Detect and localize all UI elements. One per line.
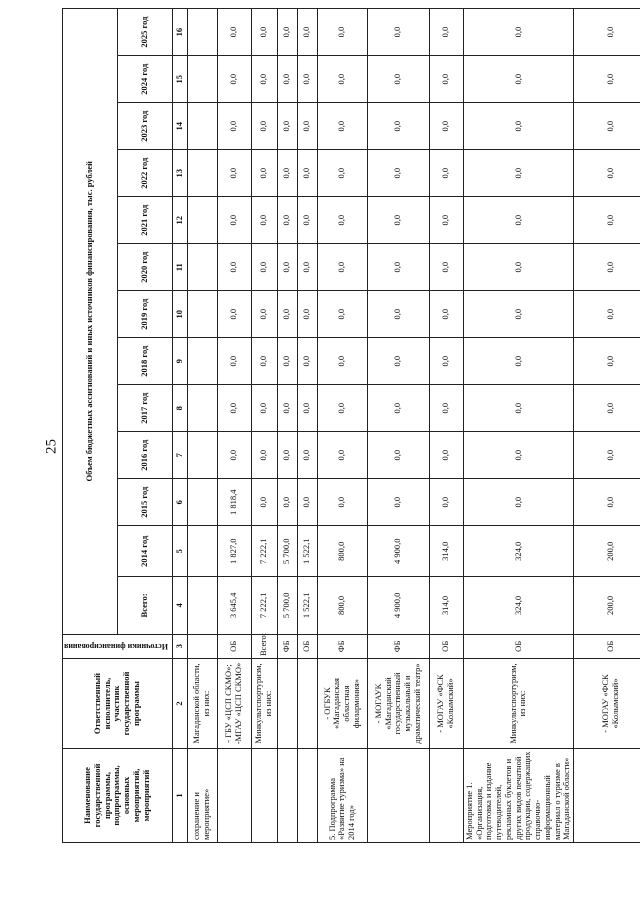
row-total-cell: 5 700,0 bbox=[277, 577, 297, 634]
row-value-cell: 0,0 bbox=[251, 432, 277, 479]
row-value-cell bbox=[187, 479, 217, 526]
row-value-cell: 0,0 bbox=[297, 103, 317, 150]
header-year: 2018 год bbox=[117, 338, 172, 385]
row-executor-cell: Минкультспортуризм, из них: bbox=[463, 659, 573, 749]
row-value-cell: 0,0 bbox=[317, 197, 367, 244]
row-value-cell: 324,0 bbox=[463, 526, 573, 577]
row-value-cell: 0,0 bbox=[463, 385, 573, 432]
table-row bbox=[574, 9, 640, 843]
row-value-cell: 7 222,1 bbox=[251, 526, 277, 577]
row-value-cell: 0,0 bbox=[251, 385, 277, 432]
row-value-cell: 0,0 bbox=[317, 244, 367, 291]
row-value-cell: 0,0 bbox=[217, 338, 251, 385]
row-value-cell: 0,0 bbox=[367, 9, 429, 56]
row-name-cell bbox=[297, 748, 317, 842]
row-value-cell: 0,0 bbox=[277, 56, 297, 103]
row-value-cell: 0,0 bbox=[574, 9, 640, 56]
row-value-cell: 0,0 bbox=[367, 338, 429, 385]
table-row bbox=[367, 9, 429, 843]
row-value-cell: 1 522,1 bbox=[297, 526, 317, 577]
row-executor-cell: - ГБУ «ЦСП СКМО»; -МГАУ «ЦСП СКМО» bbox=[217, 659, 251, 749]
row-value-cell bbox=[187, 244, 217, 291]
row-name-cell bbox=[574, 748, 640, 842]
header-year: 2021 год bbox=[117, 197, 172, 244]
row-value-cell: 0,0 bbox=[217, 432, 251, 479]
row-value-cell bbox=[187, 291, 217, 338]
row-total-cell: 800,0 bbox=[317, 577, 367, 634]
index-cell: 14 bbox=[172, 103, 187, 150]
header-budget-group: Объем бюджетных ассигнований и иных источников финансирования, тыс. рублей bbox=[63, 9, 118, 635]
index-cell: 9 bbox=[172, 338, 187, 385]
row-value-cell: 0,0 bbox=[463, 244, 573, 291]
row-value-cell: 0,0 bbox=[367, 479, 429, 526]
budget-table bbox=[62, 8, 640, 843]
row-value-cell: 0,0 bbox=[251, 150, 277, 197]
row-value-cell: 0,0 bbox=[574, 56, 640, 103]
row-value-cell: 0,0 bbox=[463, 291, 573, 338]
row-total-cell bbox=[187, 577, 217, 634]
row-value-cell: 0,0 bbox=[277, 244, 297, 291]
row-value-cell: 0,0 bbox=[317, 150, 367, 197]
row-executor-cell bbox=[297, 659, 317, 749]
table-row bbox=[317, 9, 367, 843]
row-value-cell: 0,0 bbox=[317, 9, 367, 56]
row-value-cell: 0,0 bbox=[429, 291, 463, 338]
index-cell: 10 bbox=[172, 291, 187, 338]
row-value-cell: 0,0 bbox=[297, 479, 317, 526]
row-value-cell: 0,0 bbox=[251, 103, 277, 150]
row-executor-cell: Минкультспортуризм, из них: bbox=[251, 659, 277, 749]
row-value-cell: 0,0 bbox=[317, 291, 367, 338]
row-value-cell: 0,0 bbox=[463, 103, 573, 150]
header-executor: Ответственный исполнитель, участник государственной программы bbox=[63, 659, 173, 749]
row-value-cell: 0,0 bbox=[217, 244, 251, 291]
row-value-cell: 0,0 bbox=[217, 103, 251, 150]
row-source-cell: ФБ bbox=[277, 634, 297, 659]
row-total-cell: 3 645,4 bbox=[217, 577, 251, 634]
row-value-cell: 0,0 bbox=[463, 9, 573, 56]
row-value-cell: 0,0 bbox=[367, 56, 429, 103]
index-cell: 11 bbox=[172, 244, 187, 291]
header-year: 2020 год bbox=[117, 244, 172, 291]
row-value-cell: 0,0 bbox=[277, 338, 297, 385]
row-value-cell: 0,0 bbox=[367, 197, 429, 244]
row-value-cell: 0,0 bbox=[574, 103, 640, 150]
row-value-cell: 0,0 bbox=[463, 338, 573, 385]
row-value-cell: 0,0 bbox=[217, 385, 251, 432]
table-body bbox=[187, 9, 640, 843]
row-executor-cell: - МОГАУ «ФСК «Колымский» bbox=[429, 659, 463, 749]
row-value-cell: 0,0 bbox=[251, 479, 277, 526]
row-value-cell: 0,0 bbox=[463, 56, 573, 103]
index-cell: 8 bbox=[172, 385, 187, 432]
row-value-cell: 0,0 bbox=[429, 432, 463, 479]
header-source-label: Источники финансирования bbox=[64, 641, 168, 651]
row-source-cell: ОБ bbox=[463, 634, 573, 659]
row-name-cell bbox=[429, 748, 463, 842]
row-value-cell: 0,0 bbox=[429, 9, 463, 56]
row-total-cell: 314,0 bbox=[429, 577, 463, 634]
row-value-cell: 1 827,0 bbox=[217, 526, 251, 577]
row-source-cell: ОБ bbox=[217, 634, 251, 659]
index-cell: 2 bbox=[172, 659, 187, 749]
row-value-cell: 0,0 bbox=[367, 432, 429, 479]
row-executor-cell bbox=[277, 659, 297, 749]
header-year: 2025 год bbox=[117, 9, 172, 56]
row-value-cell: 0,0 bbox=[429, 150, 463, 197]
row-value-cell: 0,0 bbox=[251, 9, 277, 56]
row-total-cell: 200,0 bbox=[574, 577, 640, 634]
row-value-cell: 0,0 bbox=[251, 244, 277, 291]
row-name-cell bbox=[277, 748, 297, 842]
row-source-cell: ОБ bbox=[297, 634, 317, 659]
index-cell: 16 bbox=[172, 9, 187, 56]
row-value-cell: 0,0 bbox=[277, 291, 297, 338]
row-value-cell: 0,0 bbox=[297, 9, 317, 56]
row-value-cell: 0,0 bbox=[317, 432, 367, 479]
row-value-cell: 800,0 bbox=[317, 526, 367, 577]
row-value-cell: 0,0 bbox=[463, 479, 573, 526]
row-name-cell bbox=[217, 748, 251, 842]
header-year: 2017 год bbox=[117, 385, 172, 432]
row-value-cell: 0,0 bbox=[574, 479, 640, 526]
row-value-cell: 0,0 bbox=[429, 103, 463, 150]
row-value-cell: 0,0 bbox=[574, 244, 640, 291]
header-year: 2023 год bbox=[117, 103, 172, 150]
table-row bbox=[297, 9, 317, 843]
row-value-cell: 0,0 bbox=[277, 150, 297, 197]
row-value-cell bbox=[187, 150, 217, 197]
header-year: 2015 год bbox=[117, 479, 172, 526]
row-value-cell: 0,0 bbox=[574, 432, 640, 479]
header-total: Всего: bbox=[117, 577, 172, 634]
row-value-cell: 0,0 bbox=[463, 150, 573, 197]
row-value-cell: 0,0 bbox=[277, 479, 297, 526]
row-value-cell: 0,0 bbox=[277, 432, 297, 479]
row-name-cell: сохранение и мероприятие» bbox=[187, 748, 217, 842]
row-value-cell: 0,0 bbox=[297, 150, 317, 197]
table-row bbox=[277, 9, 297, 843]
row-value-cell: 0,0 bbox=[277, 197, 297, 244]
row-value-cell bbox=[187, 197, 217, 244]
row-total-cell: 1 522,1 bbox=[297, 577, 317, 634]
rotated-table-wrapper bbox=[62, 8, 624, 898]
row-value-cell: 0,0 bbox=[297, 56, 317, 103]
row-value-cell: 4 900,0 bbox=[367, 526, 429, 577]
row-executor-cell: - ОГБУК «Магаданская областная филармония» bbox=[317, 659, 367, 749]
row-value-cell bbox=[187, 526, 217, 577]
row-value-cell: 0,0 bbox=[463, 197, 573, 244]
row-value-cell: 314,0 bbox=[429, 526, 463, 577]
row-value-cell: 0,0 bbox=[317, 103, 367, 150]
row-source-cell: ФБ bbox=[367, 634, 429, 659]
row-name-cell bbox=[367, 748, 429, 842]
row-value-cell: 0,0 bbox=[217, 197, 251, 244]
row-value-cell: 5 700,0 bbox=[277, 526, 297, 577]
row-source-cell: ОБ bbox=[429, 634, 463, 659]
row-value-cell: 0,0 bbox=[317, 56, 367, 103]
row-value-cell: 0,0 bbox=[251, 291, 277, 338]
row-value-cell: 0,0 bbox=[217, 9, 251, 56]
row-value-cell: 0,0 bbox=[217, 291, 251, 338]
row-value-cell: 0,0 bbox=[574, 338, 640, 385]
table-row bbox=[217, 9, 251, 843]
row-value-cell: 0,0 bbox=[429, 197, 463, 244]
row-value-cell: 0,0 bbox=[251, 197, 277, 244]
row-value-cell: 0,0 bbox=[429, 56, 463, 103]
row-value-cell bbox=[187, 9, 217, 56]
row-value-cell: 0,0 bbox=[367, 103, 429, 150]
row-value-cell: 0,0 bbox=[217, 150, 251, 197]
header-name: Наименование государственной программы, подпрограммы, основных мероприятий, мероприятий bbox=[63, 748, 173, 842]
header-year: 2019 год bbox=[117, 291, 172, 338]
table-row bbox=[187, 9, 217, 843]
row-total-cell: 7 222,1 bbox=[251, 577, 277, 634]
row-value-cell: 0,0 bbox=[367, 385, 429, 432]
header-year: 2014 год bbox=[117, 526, 172, 577]
header-year: 2022 год bbox=[117, 150, 172, 197]
row-value-cell: 0,0 bbox=[277, 9, 297, 56]
row-value-cell: 0,0 bbox=[463, 432, 573, 479]
row-value-cell: 0,0 bbox=[217, 56, 251, 103]
index-cell: 13 bbox=[172, 150, 187, 197]
row-source-cell: Всего: bbox=[251, 634, 277, 659]
row-value-cell: 0,0 bbox=[367, 291, 429, 338]
row-value-cell: 0,0 bbox=[317, 385, 367, 432]
index-cell: 4 bbox=[172, 577, 187, 634]
row-value-cell: 0,0 bbox=[367, 244, 429, 291]
row-value-cell: 0,0 bbox=[251, 338, 277, 385]
row-value-cell: 0,0 bbox=[574, 385, 640, 432]
row-value-cell: 0,0 bbox=[277, 103, 297, 150]
header-source bbox=[63, 634, 173, 659]
row-value-cell: 0,0 bbox=[297, 291, 317, 338]
index-cell: 5 bbox=[172, 526, 187, 577]
row-executor-cell: Магаданской области, из них: bbox=[187, 659, 217, 749]
row-executor-cell: - МОГАУК «Магаданский государственный музыкальный и драматический театр» bbox=[367, 659, 429, 749]
row-total-cell: 4 900,0 bbox=[367, 577, 429, 634]
row-value-cell bbox=[187, 103, 217, 150]
index-cell: 15 bbox=[172, 56, 187, 103]
index-cell: 3 bbox=[172, 634, 187, 659]
row-value-cell: 0,0 bbox=[429, 479, 463, 526]
table-row bbox=[429, 9, 463, 843]
header-year: 2024 год bbox=[117, 56, 172, 103]
row-value-cell: 0,0 bbox=[429, 244, 463, 291]
row-value-cell: 200,0 bbox=[574, 526, 640, 577]
row-value-cell: 0,0 bbox=[297, 244, 317, 291]
row-value-cell bbox=[187, 432, 217, 479]
row-source-cell bbox=[187, 634, 217, 659]
row-value-cell: 0,0 bbox=[367, 150, 429, 197]
row-value-cell: 0,0 bbox=[574, 291, 640, 338]
table-row bbox=[251, 9, 277, 843]
row-value-cell: 0,0 bbox=[297, 197, 317, 244]
row-name-cell: 5. Подпрограмма «Развитие туризма» на 2014 год» bbox=[317, 748, 367, 842]
row-value-cell: 0,0 bbox=[297, 432, 317, 479]
row-executor-cell: - МОГАУ «ФСК «Колымский» bbox=[574, 659, 640, 749]
row-value-cell: 0,0 bbox=[277, 385, 297, 432]
row-value-cell bbox=[187, 56, 217, 103]
row-value-cell: 1 818,4 bbox=[217, 479, 251, 526]
row-value-cell: 0,0 bbox=[429, 338, 463, 385]
row-value-cell: 0,0 bbox=[429, 385, 463, 432]
row-value-cell: 0,0 bbox=[317, 479, 367, 526]
row-value-cell: 0,0 bbox=[297, 385, 317, 432]
index-cell: 6 bbox=[172, 479, 187, 526]
row-value-cell: 0,0 bbox=[297, 338, 317, 385]
index-row bbox=[172, 9, 187, 843]
row-value-cell bbox=[187, 338, 217, 385]
row-value-cell: 0,0 bbox=[317, 338, 367, 385]
index-cell: 12 bbox=[172, 197, 187, 244]
row-total-cell: 324,0 bbox=[463, 577, 573, 634]
row-source-cell: ОБ bbox=[574, 634, 640, 659]
index-cell: 1 bbox=[172, 748, 187, 842]
row-value-cell: 0,0 bbox=[574, 197, 640, 244]
header-year: 2016 год bbox=[117, 432, 172, 479]
page-number: 25 bbox=[43, 439, 60, 454]
landscape-layout bbox=[62, 8, 624, 843]
index-cell: 7 bbox=[172, 432, 187, 479]
row-source-cell: ФБ bbox=[317, 634, 367, 659]
row-value-cell bbox=[187, 385, 217, 432]
row-name-cell: Мероприятие 1. «Организация, подготовка и издание путеводителей, рекламных буклетов и других видов печатной продукции, содержащих справочно-информационный материал о туризме в Магаданской области» bbox=[463, 748, 573, 842]
row-value-cell: 0,0 bbox=[251, 56, 277, 103]
table-row bbox=[463, 9, 573, 843]
row-value-cell: 0,0 bbox=[574, 150, 640, 197]
row-name-cell bbox=[251, 748, 277, 842]
